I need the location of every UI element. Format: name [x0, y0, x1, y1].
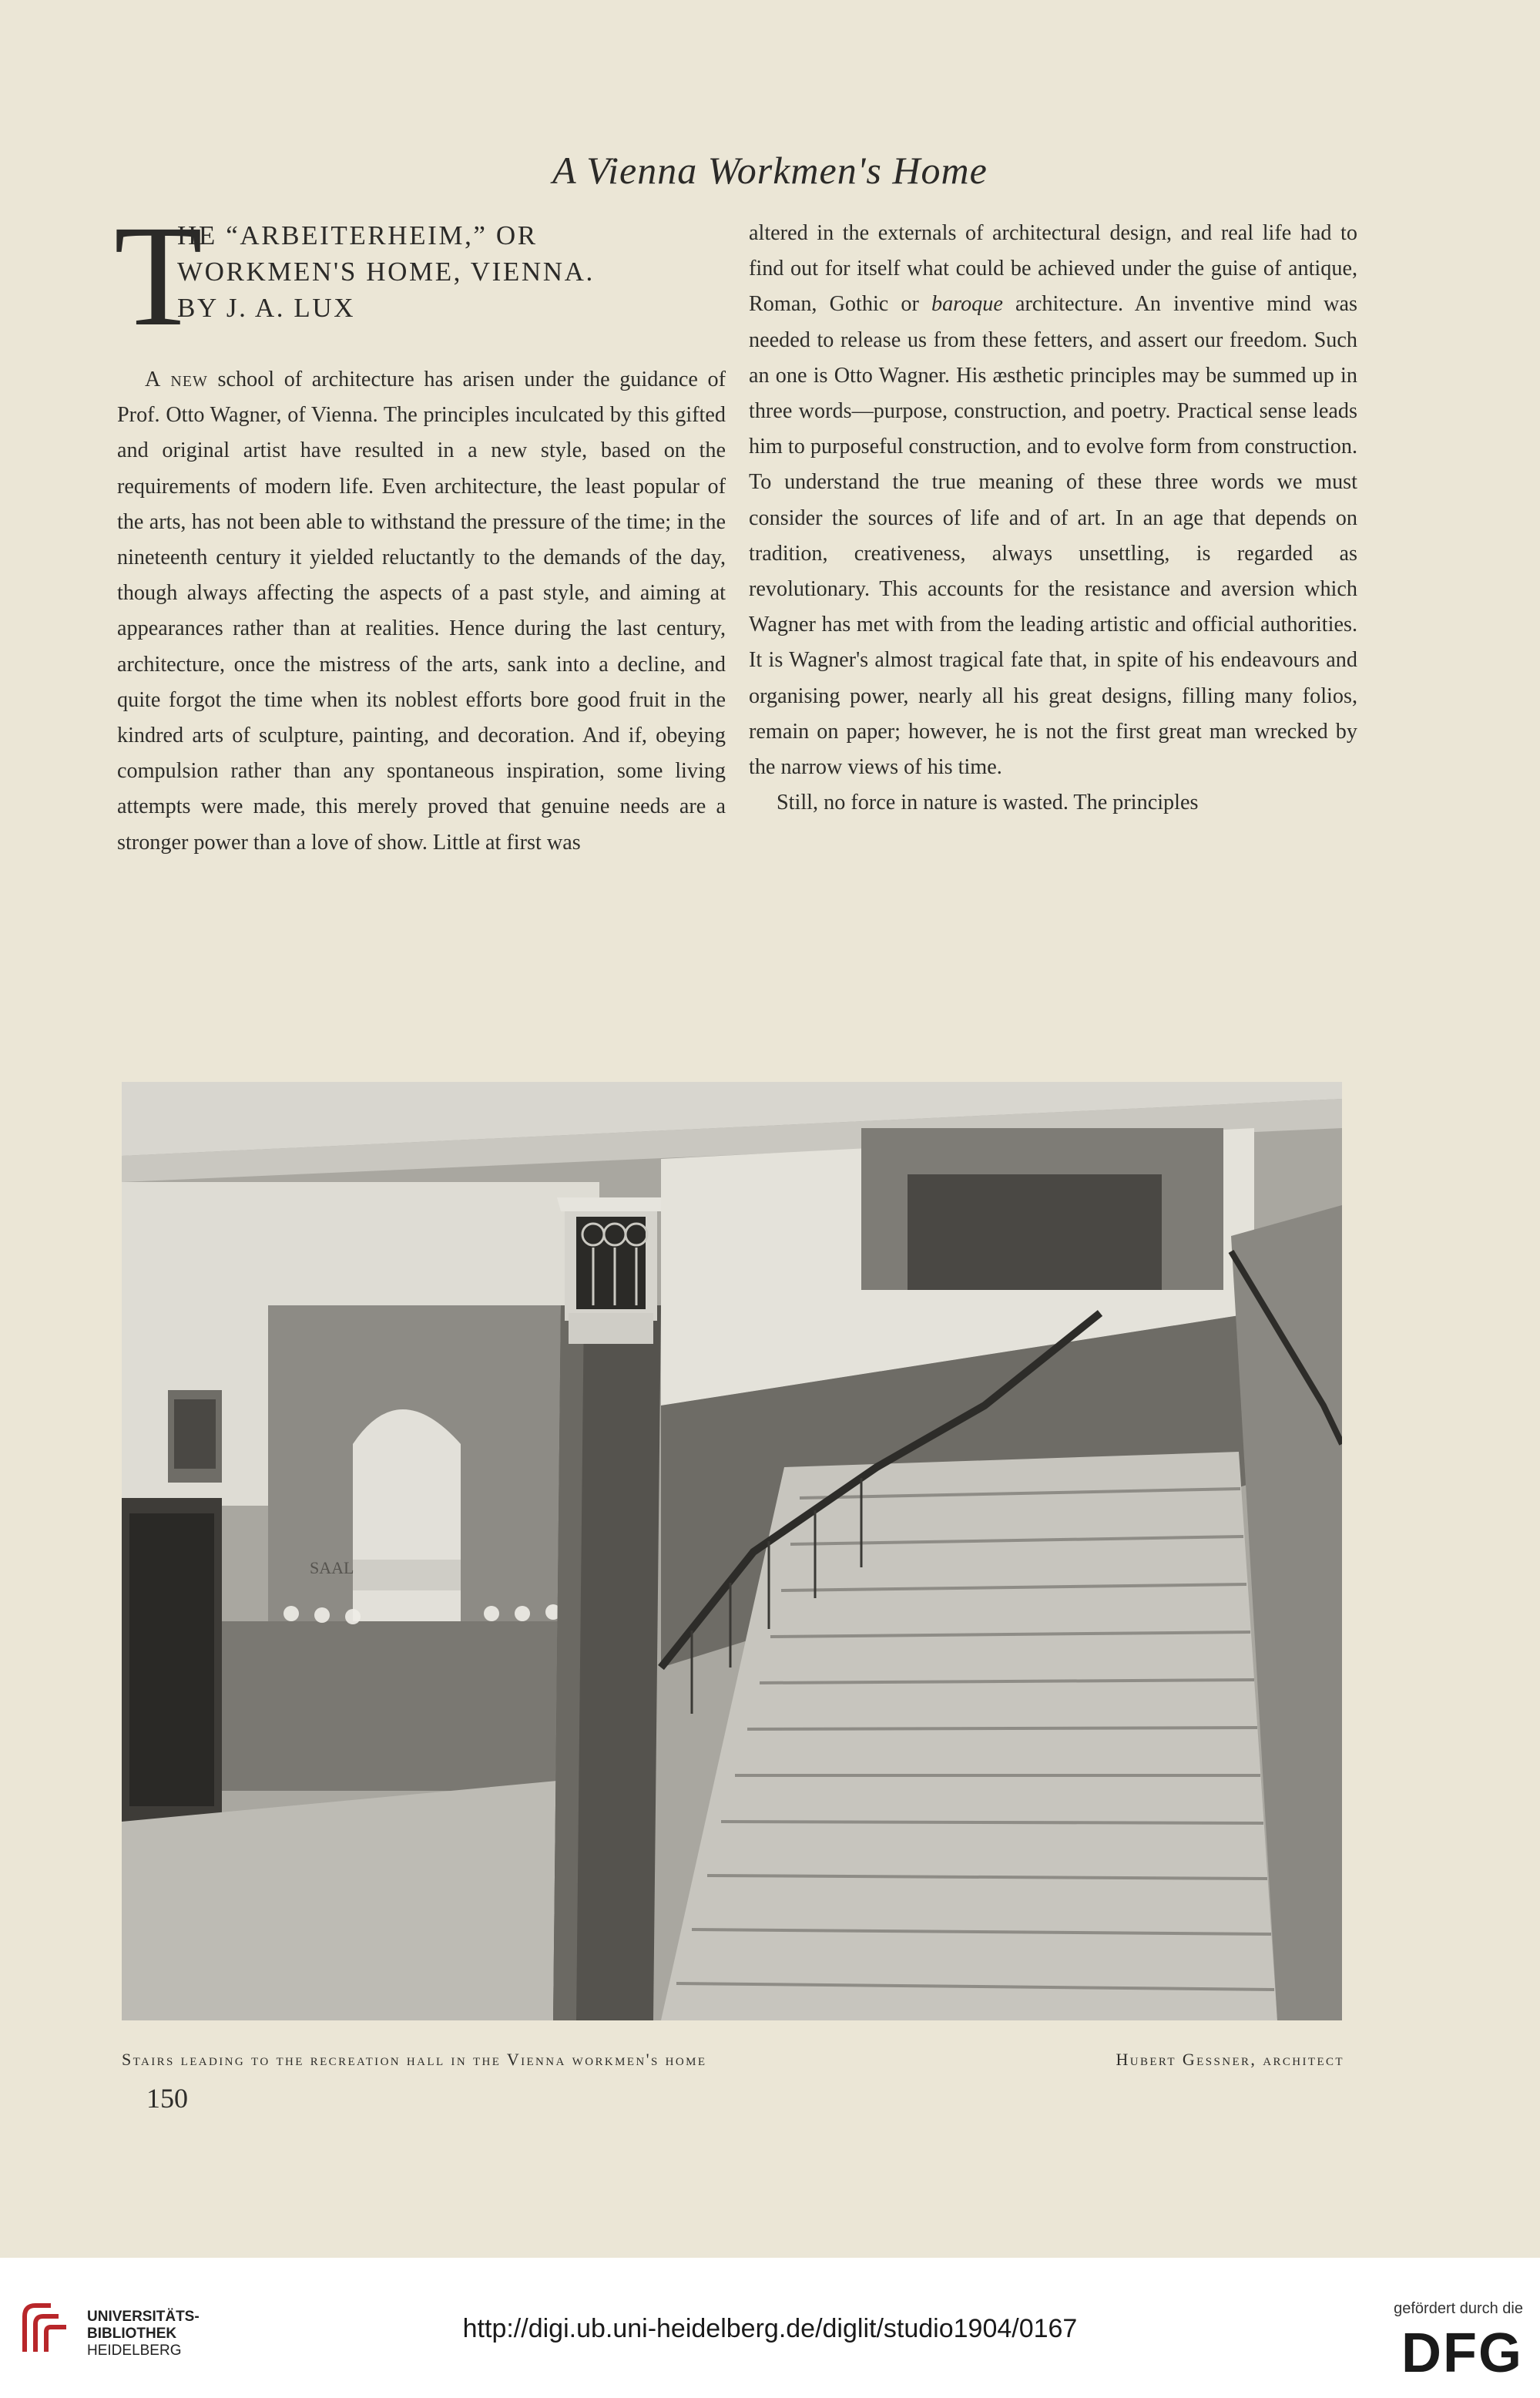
paragraph-2-end: architecture. An inventive mind was needed to release us from these fetters, and assert our freedom. Such an one is Otto Wagner. His æsthetic principles may be summed up in three words—purpose, construction, and poetry. Practical sense leads him to purposeful construction, and to evolve form from construction. To understand the true meaning of these three words we must consider the sources of life and of art. In an age that depends on tradition, creativeness, always unsettling, is regarded as revolutionary. This accounts for the resistance and aversion which Wagner has met with from the leading artistic and official authorities. It is Wagner's almost tragical fate that, in spite of his endeavours and organising power, nearly all his great designs, filling many folios, remain on paper; however, he is not the first great man wrecked by the narrow views of his time.	[749, 292, 1357, 780]
heading-lines	[177, 217, 726, 326]
photo-illustration	[122, 1082, 1342, 2020]
page-number: 150	[146, 2083, 188, 2114]
paragraph-1-text: school of architecture has arisen under the guidance of Prof. Otto Wagner, of Vienna. The principles inculcated by this gifted and original artist have resulted in a new style, based on the requirements of modern life. Even architecture, the least popular of the arts, has not been able to withstand the pressure of the time; in the nineteenth century it yielded reluctantly to the demands of the day, though always affecting the aspects of a past style, and aiming at appearances rather than at realities. Hence during the last century, architecture, once the mistress of the arts, sank into a decline, and quite forgot the time when its noblest efforts bore good fruit in the kindred arts of sculpture, painting, and decoration. And if, obeying compulsion rather than any spontaneous inspiration, some living attempts were made, this merely proved that genuine needs are a stronger power than a love of show. Little at first was	[117, 368, 726, 855]
photo-caption: Stairs leading to the recreation hall in the Vienna workmen's home	[122, 2050, 707, 2069]
paragraph-3: Still, no force in nature is wasted. The principles	[777, 791, 1199, 815]
stair-hall-photograph	[122, 1082, 1342, 2020]
library-line-1: UNIVERSITÄTS-	[87, 2309, 200, 2325]
paragraph-1	[117, 362, 726, 861]
dfg-logo: DFG	[1401, 2322, 1523, 2384]
lead-word: A new	[145, 368, 208, 391]
italic-baroque: baroque	[931, 292, 1003, 317]
saal-sign: SAAL	[310, 1558, 354, 1577]
photo-credit: Hubert Gessner, architect	[1116, 2050, 1344, 2069]
source-url[interactable]: http://digi.ub.uni-heidelberg.de/diglit/studio1904/0167	[462, 2314, 1078, 2343]
heading-line-3: BY J. A. LUX	[177, 293, 356, 323]
paragraph-2	[749, 216, 1357, 785]
heading-line-1: HE “ARBEITERHEIM,” OR	[177, 220, 538, 250]
library-line-2: BIBLIOTHEK	[87, 2326, 177, 2342]
funder-label: gefördert durch die	[1394, 2300, 1523, 2317]
right-column	[749, 216, 1357, 821]
drop-cap: T	[114, 195, 203, 356]
running-title: A Vienna Workmen's Home	[552, 149, 988, 192]
heading-line-2: WORKMEN'S HOME, VIENNA.	[177, 257, 595, 287]
left-column	[114, 195, 726, 861]
article-heading	[114, 195, 726, 359]
digitization-footer	[0, 2258, 1540, 2398]
library-line-3: HEIDELBERG	[87, 2343, 182, 2359]
paragraph-2-text: altered in the externals of architectural design, and real life had to find out for itself what could be achieved under the guise of antique, Roman, Gothic or	[749, 221, 1357, 317]
